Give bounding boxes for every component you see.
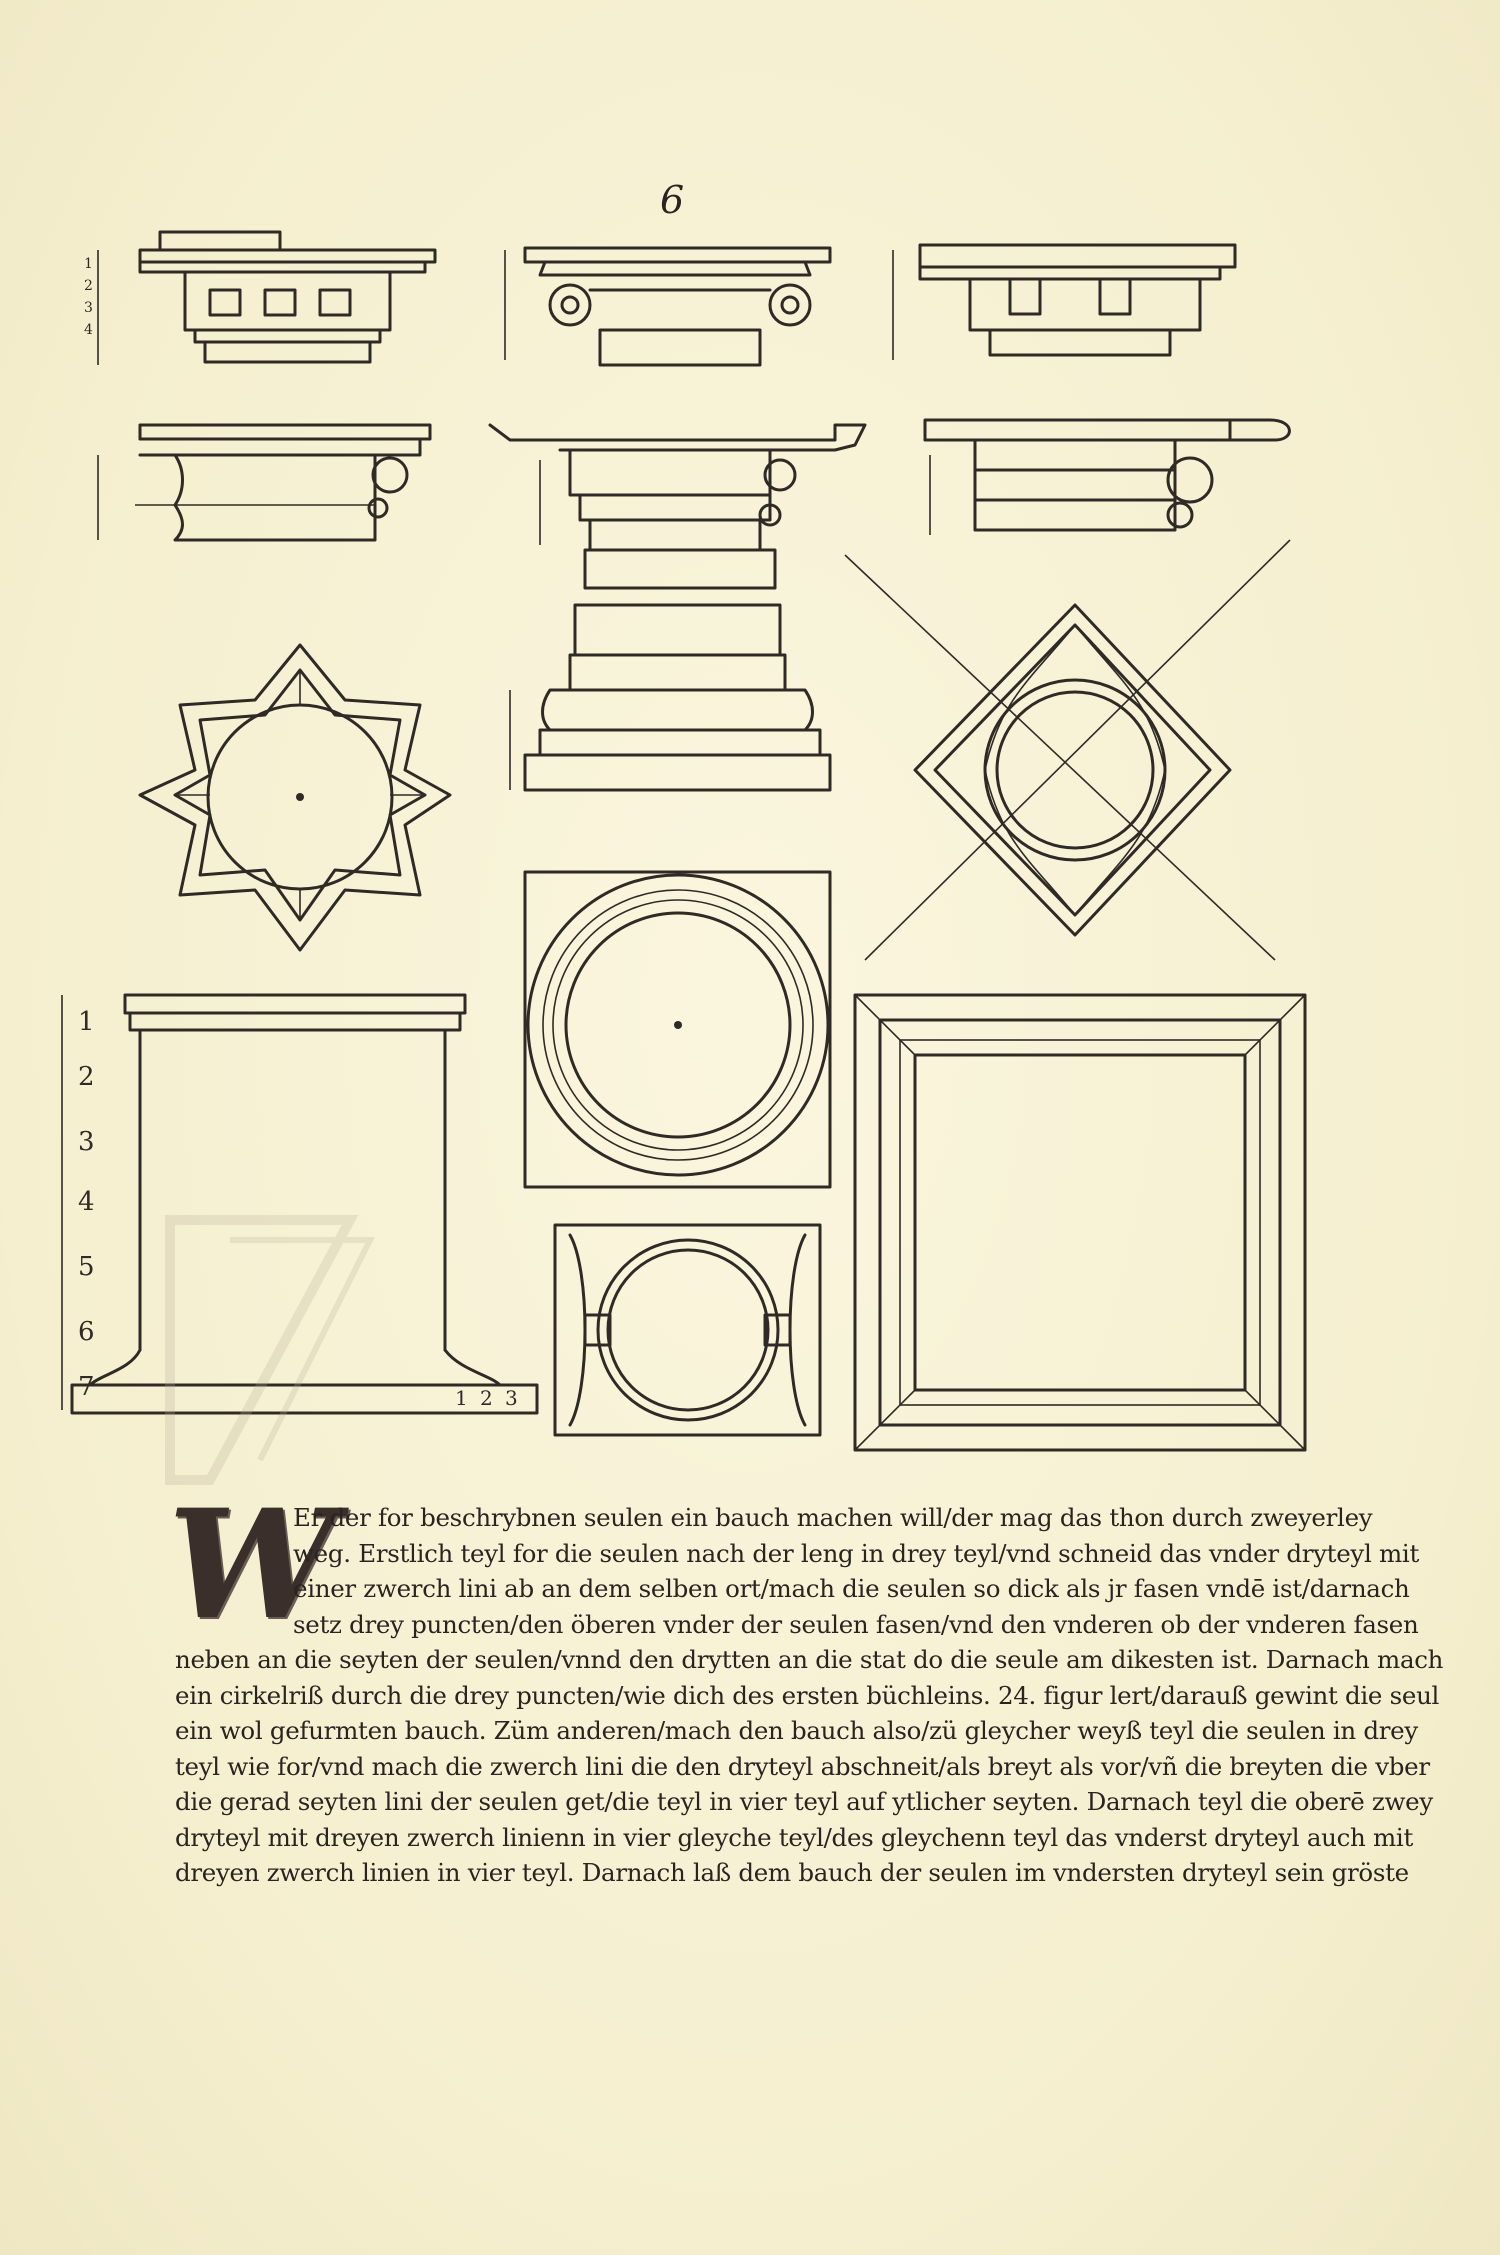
text-line: setz drey puncten/den öberen vnder der seulen fasen/vnd den vnderen ob der vnderen fasen [293, 1609, 1419, 1639]
text-line: ein wol gefurmten bauch. Züm anderen/mach den bauch also/zü gleycher weyß teyl die seulen in drey [175, 1716, 1418, 1745]
scale-label: 3 [505, 1386, 518, 1410]
text-line: die gerad seyten lini der seulen get/die teyl in vier teyl auf ytlicher seyten. Darnach teyl die oberē zwey [175, 1787, 1433, 1816]
page-number: 6 [660, 178, 685, 222]
column-section-plan [555, 1225, 820, 1435]
text-line: dreyen zwerch linien in vier teyl. Darnach laß dem bauch der seulen im vndersten dryteyl sein gröste [175, 1858, 1409, 1887]
scale-label: 2 [480, 1386, 493, 1410]
text-line: Er der for beschrybnen seulen ein bauch machen will/der mag das thon durch zweyerley [293, 1503, 1373, 1532]
scale-label: 3 [78, 1127, 95, 1157]
scale-label: 1 [84, 256, 93, 272]
capital-profile-ionic [505, 248, 830, 365]
text-block [175, 1500, 1444, 1891]
base-profile-3 [925, 420, 1289, 535]
scale-label: 7 [78, 1372, 95, 1402]
star-plan [140, 645, 450, 950]
scale-label: 2 [84, 278, 93, 294]
diamond-plan [845, 540, 1290, 960]
capital-profile-3 [893, 245, 1235, 360]
text-line: einer zwerch lini ab an dem selben ort/mach die seulen so dick als jr fasen vndē ist/darnach [293, 1574, 1410, 1603]
scale-label: 4 [84, 322, 93, 338]
text-line: dryteyl mit dreyen zwerch linienn in vier gleyche teyl/des gleychenn teyl das vnderst dryteyl auch mit [175, 1822, 1414, 1852]
base-profile-1 [98, 425, 430, 540]
drop-cap: W [168, 1477, 337, 1653]
scale-label: 1 [78, 1007, 95, 1037]
ring-plan [525, 872, 830, 1187]
base-profile-2 [490, 425, 865, 588]
scale-label: 6 [78, 1317, 95, 1347]
scale-label: 2 [78, 1062, 95, 1092]
scale-label: 1 [455, 1386, 468, 1410]
scale-label: 4 [78, 1187, 95, 1217]
text-line: ein cirkelriß durch die drey puncten/wie dich des ersten büchleins. 24. figur lert/darauß gewint die seul [175, 1680, 1440, 1710]
square-frame [855, 995, 1305, 1450]
capital-profile-1 [84, 232, 435, 365]
text-line: teyl wie for/vnd mach die zwerch lini die den dryteyl abschneit/als breyt als vor/vñ die breyten die vber [175, 1751, 1430, 1781]
scale-label: 5 [78, 1252, 95, 1282]
column-base [510, 605, 830, 790]
watermark-logo [150, 1200, 400, 1500]
text-line: weg. Erstlich teyl for die seulen nach der leng in drey teyl/vnd schneid das vnder dryteyl mit [293, 1538, 1419, 1568]
scale-label: 3 [84, 300, 93, 316]
text-line: neben an die seyten der seulen/vnnd den drytten an die stat do die seule am dikesten ist. Darnach mach [175, 1645, 1444, 1674]
